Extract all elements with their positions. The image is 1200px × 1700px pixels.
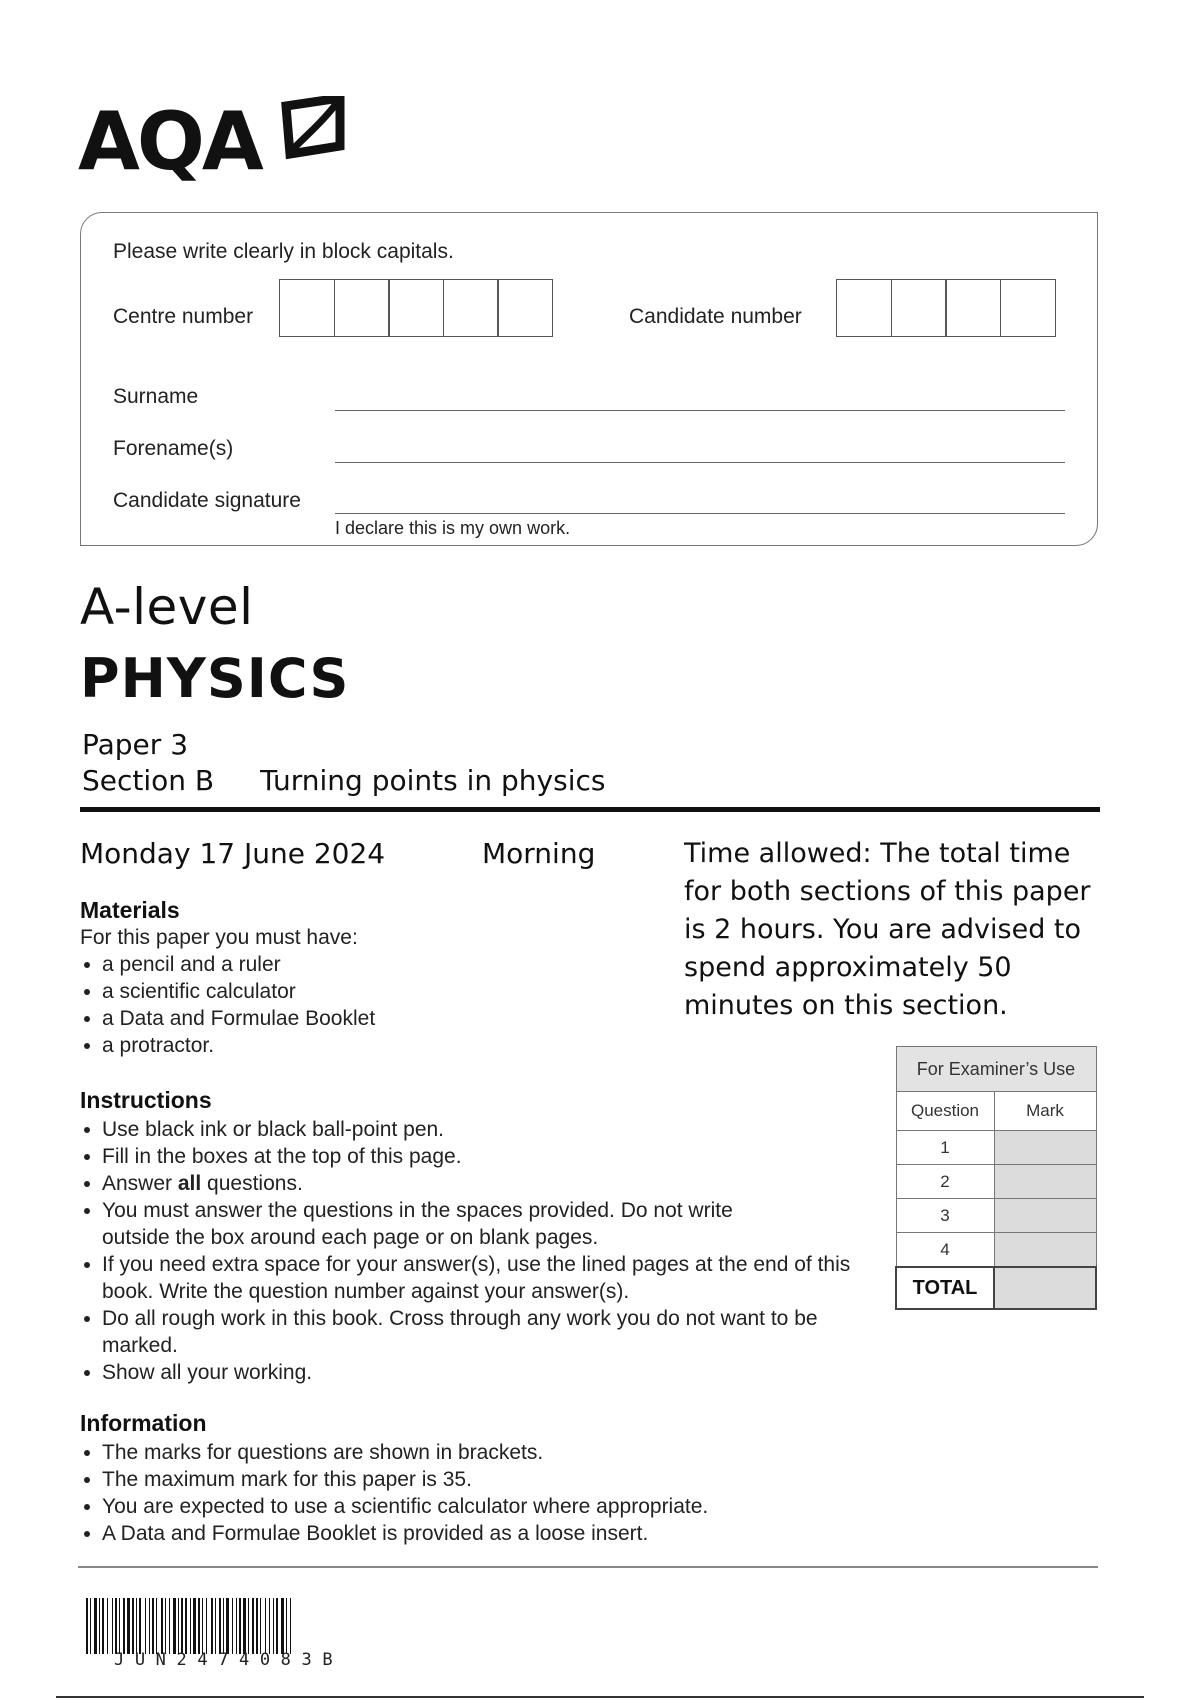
subject-title: PHYSICS (80, 647, 350, 710)
examiner-use-table (895, 1046, 1097, 1310)
table-row (896, 1165, 1096, 1199)
table-row (896, 1199, 1096, 1233)
instructions-heading: Instructions (80, 1087, 212, 1113)
centre-digit-box[interactable] (334, 279, 390, 337)
centre-digit-box[interactable] (497, 279, 553, 337)
centre-digit-box[interactable] (443, 279, 499, 337)
centre-number-label: Centre number (113, 305, 254, 328)
centre-digit-box[interactable] (279, 279, 335, 337)
candidate-number-label: Candidate number (629, 305, 802, 328)
forenames-label: Forename(s) (113, 437, 234, 460)
mark-column-header: Mark (994, 1092, 1096, 1131)
list-item: Answer all questions. (80, 1170, 860, 1197)
list-item: Fill in the boxes at the top of this page. (80, 1143, 860, 1170)
list-item: The maximum mark for this paper is 35. (80, 1466, 840, 1493)
list-item: Show all your working. (80, 1359, 860, 1386)
section-label: Section B (82, 764, 215, 797)
question-number: 1 (896, 1131, 994, 1165)
list-item: If you need extra space for your answer(s), use the lined pages at the end of this book. Write the question number against your answer(s). (80, 1251, 872, 1305)
list-item: You are expected to use a scientific calculator where appropriate. (80, 1493, 840, 1520)
candidate-digit-box[interactable] (1000, 279, 1056, 337)
candidate-details-box (80, 212, 1098, 546)
barcode-number: JUN2474083B (114, 1650, 344, 1670)
exam-date: Monday 17 June 2024 (80, 837, 386, 870)
candidate-digit-box[interactable] (945, 279, 1001, 337)
title-divider (80, 807, 1100, 812)
information-section (80, 1410, 840, 1547)
materials-intro: For this paper you must have: (80, 926, 358, 949)
paper-number: Paper 3 (82, 728, 189, 761)
block-capitals-instruction: Please write clearly in block capitals. (113, 240, 454, 263)
materials-section (80, 897, 640, 1059)
signature-line[interactable] (335, 513, 1065, 514)
aqa-logo-mark-icon (278, 96, 348, 162)
candidate-number-boxes[interactable] (836, 279, 1054, 337)
footer-divider (78, 1566, 1098, 1568)
list-item: a Data and Formulae Booklet (80, 1005, 640, 1032)
information-heading: Information (80, 1410, 207, 1436)
mark-cell (994, 1199, 1096, 1233)
question-number: 3 (896, 1199, 994, 1233)
time-allowed: Time allowed: The total time for both sections of this paper is 2 hours. You are advised to spend approximately 50 minutes on this section. (684, 838, 1091, 1021)
instructions-list (80, 1116, 860, 1386)
qualification-level: A-level (80, 578, 254, 636)
exam-session: Morning (482, 837, 596, 870)
own-work-declaration: I declare this is my own work. (335, 518, 571, 538)
total-label: TOTAL (896, 1267, 994, 1309)
question-number: 4 (896, 1233, 994, 1268)
centre-digit-box[interactable] (388, 279, 444, 337)
instructions-section (80, 1087, 860, 1386)
table-row (896, 1131, 1096, 1165)
mark-cell (994, 1165, 1096, 1199)
total-mark-cell (994, 1267, 1096, 1309)
list-item: You must answer the questions in the spaces provided. Do not write outside the box around each page or on blank pages. (80, 1197, 792, 1251)
mark-cell (994, 1131, 1096, 1165)
information-list (80, 1439, 840, 1547)
list-item: Use black ink or black ball-point pen. (80, 1116, 860, 1143)
question-number: 2 (896, 1165, 994, 1199)
surname-line[interactable] (335, 410, 1065, 411)
forenames-line[interactable] (335, 462, 1065, 463)
mark-cell (994, 1233, 1096, 1268)
candidate-digit-box[interactable] (836, 279, 892, 337)
section-title: Turning points in physics (260, 764, 606, 797)
barcode-icon (86, 1598, 402, 1654)
centre-number-boxes[interactable] (279, 279, 552, 337)
list-item: a protractor. (80, 1032, 640, 1059)
question-column-header: Question (896, 1092, 994, 1131)
list-item: A Data and Formulae Booklet is provided as a loose insert. (80, 1520, 840, 1547)
page-edge-rule (56, 1696, 1144, 1698)
total-row (896, 1267, 1096, 1309)
aqa-logo (78, 92, 348, 192)
candidate-digit-box[interactable] (891, 279, 947, 337)
signature-label: Candidate signature (113, 489, 301, 512)
list-item: Do all rough work in this book. Cross through any work you do not want to be marked. (80, 1305, 822, 1359)
list-item: a pencil and a ruler (80, 951, 640, 978)
section-row (82, 764, 605, 797)
list-item: The marks for questions are shown in brackets. (80, 1439, 840, 1466)
materials-list (80, 951, 640, 1059)
examiner-table-title: For Examiner’s Use (896, 1047, 1096, 1092)
list-item: a scientific calculator (80, 978, 640, 1005)
table-row (896, 1233, 1096, 1268)
materials-heading: Materials (80, 897, 180, 923)
surname-label: Surname (113, 385, 199, 408)
logo-text: AQA (78, 95, 261, 188)
